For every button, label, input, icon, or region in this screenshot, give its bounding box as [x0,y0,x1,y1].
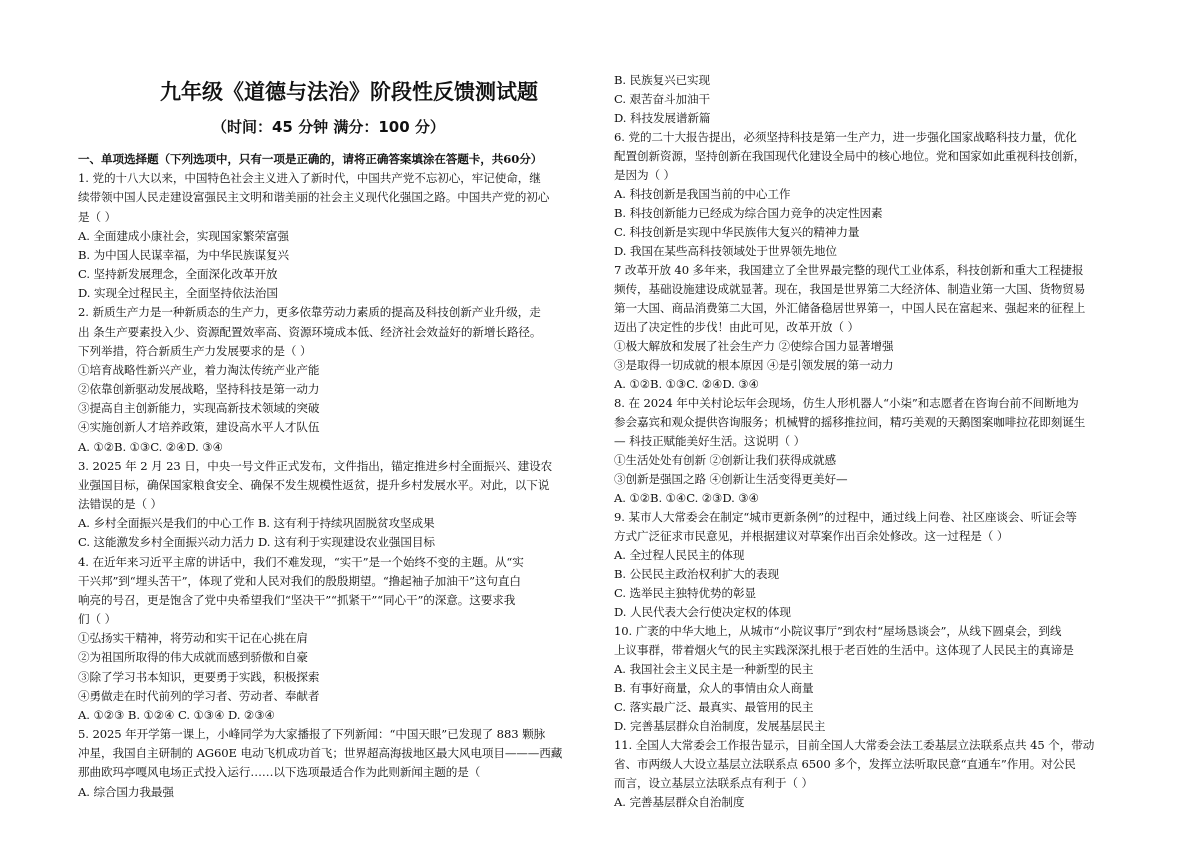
text-line: A. ①②B. ①③C. ②④D. ③④ [78,439,223,454]
text-line: 而言，设立基层立法联系点有利于（ ） [614,776,813,790]
text-line: ①培育战略性新兴产业，着力淘汰传统产业产能 [78,362,320,377]
text-line: 11. 全国人大常委会工作报告显示，目前全国人大常委会法工委基层立法联系点共 45 个，带动 [614,738,1095,752]
text-line: ④勇做走在时代前列的学习者、劳动者、奉献者 [78,688,320,703]
page-subtitle: （时间：45 分钟 满分：100 分） [212,118,445,136]
text-line: A. ①②B. ①④C. ②③D. ③④ [614,491,759,505]
text-line: — 科技正赋能美好生活。这说明（ ） [614,434,806,448]
text-line: C. 选举民主独特优势的彰显 [614,586,756,600]
text-line: 3. 2025 年 2 月 23 日，中央一号文件正式发布，文件指出，锚定推进乡村全面振兴、建设农 [78,458,553,473]
text-line: ①弘扬实干精神，将劳动和实干记在心挑在肩 [78,631,308,646]
text-line: 4. 在近年来习近平主席的讲话中，我们不难发现，“实干”是一个始终不变的主题。从“实 [78,554,524,569]
text-line: C. 落实最广泛、最真实、最管用的民主 [614,700,814,714]
text-line: 1. 党的十八大以来，中国特色社会主义进入了新时代，中国共产党不忘初心，牢记使命，继 [78,171,541,186]
text-line: A. ①②③ B. ①②④ C. ①③④ D. ②③④ [78,707,275,722]
text-line: 10. 广袤的中华大地上，从城市“小院议事厅”到农村“屋场恳谈会”，从线下圆桌会，到线 [614,624,1062,638]
text-line: B. 为中国人民谋幸福，为中华民族谋复兴 [78,247,289,262]
text-line: D. 人民代表大会行使决定权的体现 [614,605,791,619]
text-line: ③除了学习书本知识，更要勇于实践，积极探索 [78,669,320,684]
text-line: D. 科技发展谱新篇 [614,111,711,125]
page-title: 九年级《道德与法治》阶段性反馈测试题 [160,80,538,104]
text-line: C. 艰苦奋斗加油干 [614,92,710,106]
text-line: 冲星，我国自主研制的 AG60E 电动飞机成功首飞；世界超高海拔地区最大风电项目———西藏 [78,746,563,761]
text-line: 是因为（ ） [614,168,676,182]
text-line: 法错误的是（ ） [78,497,163,512]
text-line: ③是取得一切成就的根本原因 ④是引领发展的第一动力 [614,358,894,372]
text-line: 6. 党的二十大报告提出，必须坚持科技是第一生产力，进一步强化国家战略科技力量，优化 [614,130,1077,144]
text-line: ②为祖国所取得的伟大成就而感到骄傲和自豪 [78,650,308,665]
text-line: 上议事群，带着烟火气的民主实践深深扎根于老百姓的生活中。这体现了人民民主的真谛是 [614,643,1074,657]
text-line: C. 这能激发乡村全面振兴动力活力 D. 这有利于实现建设农业强国目标 [78,535,435,550]
text-line: 7 改革开放 40 多年来，我国建立了全世界最完整的现代工业体系，科技创新和重大工程捷报 [614,263,1084,277]
text-line: 第一大国、商品消费第二大国，外汇储备稳居世界第一，中国人民在富起来、强起来的征程上 [614,301,1086,315]
text-line: 5. 2025 年开学第一课上，小峰同学为大家播报了下列新闻：“中国天眼”已发现了 883 颗脉 [78,727,546,742]
text-line: 下列举措，符合新质生产力发展要求的是（ ） [78,343,312,358]
text-line: D. 我国在某些高科技领域处于世界领先地位 [614,244,837,258]
text-line: ①生活处处有创新 ②创新让我们获得成就感 [614,453,836,467]
text-line: 2. 新质生产力是一种新质态的生产力，更多依靠劳动力素质的提高及科技创新产业升级，走 [78,305,541,320]
text-line: 续带领中国人民走建设富强民主文明和谐美丽的社会主义现代化强国之路。中国共产党的初心 [78,190,550,205]
text-line: 响亮的号召，更是饱含了党中央希望我们“坚决干”“抓紧干”“同心干”的深意。这要求我 [78,592,516,607]
text-line: 业强国目标，确保国家粮食安全、确保不发生规模性返贫，提升乡村发展水平。对此，以下说 [78,477,550,492]
text-line: ③提高自主创新能力，实现高新技术领域的突破 [78,401,320,416]
text-line: 迈出了决定性的步伐！由此可见，改革开放（ ） [614,320,859,334]
text-line: 干兴邦”到“埋头苦干”，体现了党和人民对我们的殷殷期望。“撸起袖子加油干”这句直白 [78,573,521,588]
text-line: 那曲欧玛亭嘎风电场正式投入运行……以下选项最适合作为此则新闻主题的是（ [78,765,481,780]
text-line: ②依靠创新驱动发展战略，坚持科技是第一动力 [78,382,320,397]
text-line: ①极大解放和发展了社会生产力 ②使综合国力显著增强 [614,339,894,353]
text-line: 方式广泛征求市民意见，并根据建议对草案作出百余处修改。这一过程是（ ） [614,529,1009,543]
text-line: 出 条生产要素投入少、资源配置效率高、资源环境成本低、经济社会效益好的新增长路径。 [78,324,542,339]
text-line: C. 坚持新发展理念，全面深化改革开放 [78,267,278,282]
text-line: A. 全过程人民民主的体现 [614,548,745,562]
text-line: B. 科技创新能力已经成为综合国力竞争的决定性因素 [614,206,883,220]
text-line: B. 有事好商量，众人的事情由众人商量 [614,681,814,695]
text-line: A. 科技创新是我国当前的中心工作 [614,187,791,201]
text-line: A. 我国社会主义民主是一种新型的民主 [614,662,814,676]
section-heading: 一、单项选择题（下列选项中，只有一项是正确的，请将正确答案填涂在答题卡，共60分） [78,152,543,166]
text-line: A. 全面建成小康社会，实现国家繁荣富强 [78,228,289,243]
text-line: A. 乡村全面振兴是我们的中心工作 B. 这有利于持续巩固脱贫攻坚成果 [78,516,435,531]
text-line: 们（ ） [78,612,117,627]
text-line: 是（ ） [78,209,117,224]
text-line: 频传，基础设施建设成就显著。现在，我国是世界第二大经济体、制造业第一大国、货物贸易 [614,282,1086,296]
text-line: A. ①②B. ①③C. ②④D. ③④ [614,377,759,391]
text-line: 配置创新资源，坚持创新在我国现代化建设全局中的核心地位。党和国家如此重视科技创新， [614,149,1086,163]
text-line: 参会嘉宾和观众提供咨询服务；机械臂的摇移推拉间，精巧美观的天鹅图案咖啡拉花即刻诞生 [614,415,1086,429]
text-line: 8. 在 2024 年中关村论坛年会现场，仿生人形机器人“小柒”和志愿者在咨询台前不间断地为 [614,396,1079,410]
text-line: 省、市两级人大设立基层立法联系点 6500 多个，发挥立法听取民意“直通车”作用。对公民 [614,757,1076,771]
text-line: D. 完善基层群众自治制度，发展基层民主 [614,719,826,733]
text-line: A. 综合国力我最强 [78,784,174,799]
text-line: D. 实现全过程民主，全面坚持依法治国 [78,286,278,301]
text-line: B. 民族复兴已实现 [614,73,711,87]
text-line: C. 科技创新是实现中华民族伟大复兴的精神力量 [614,225,860,239]
text-line: 9. 某市人大常委会在制定“城市更新条例”的过程中，通过线上问卷、社区座谈会、听证会等 [614,510,1077,524]
text-line: ③创新是强国之路 ④创新让生活变得更美好— [614,472,848,486]
text-line: A. 完善基层群众自治制度 [614,795,745,809]
text-line: B. 公民民主政治权利扩大的表现 [614,567,780,581]
text-line: ④实施创新人才培养政策，建设高水平人才队伍 [78,420,320,435]
